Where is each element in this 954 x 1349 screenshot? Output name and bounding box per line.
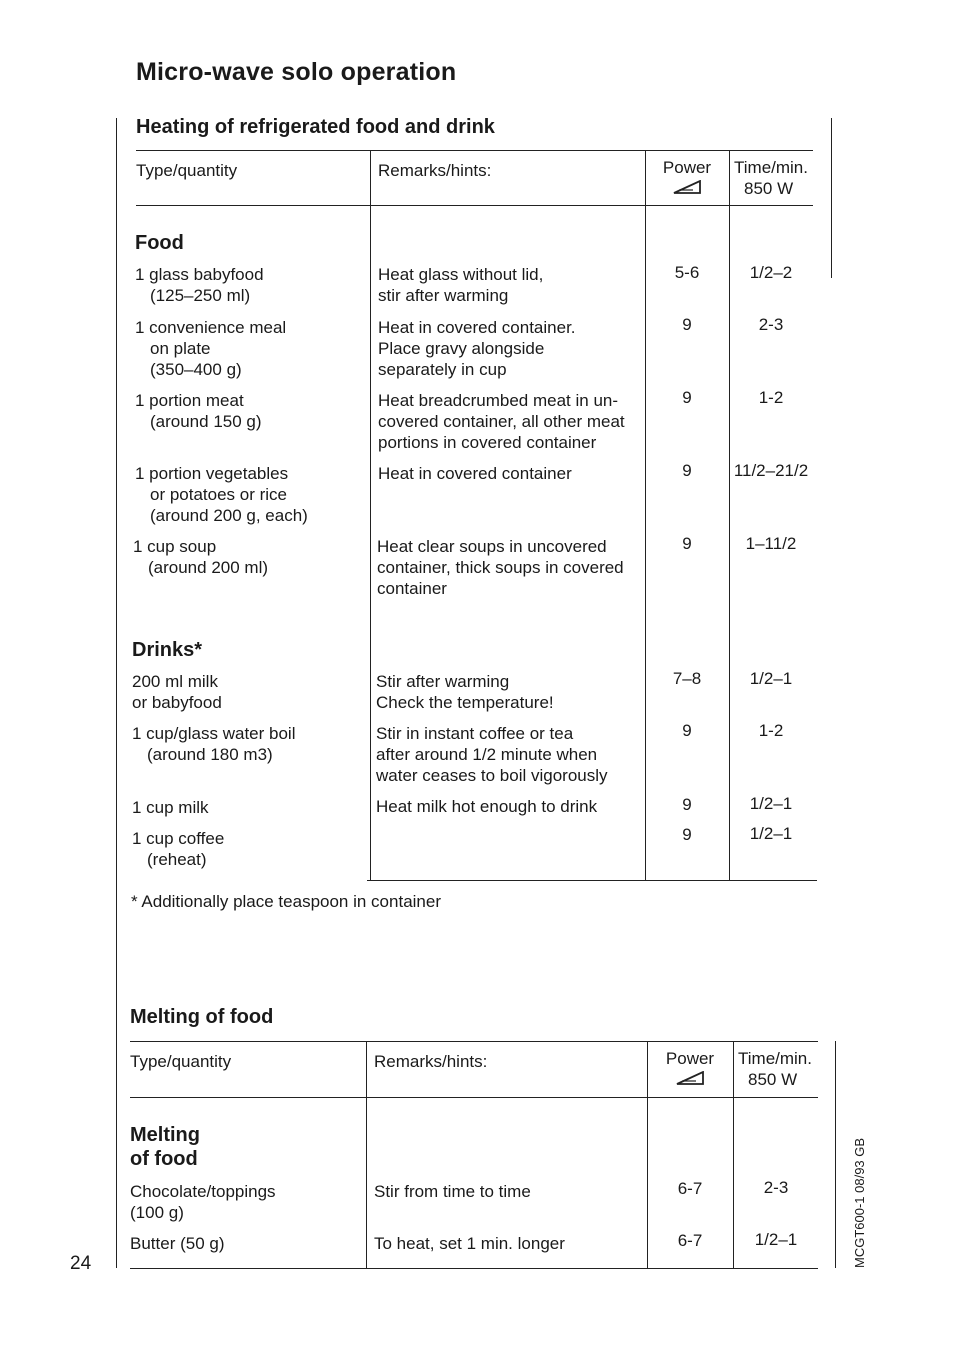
table-row-time: 1-2 — [758, 721, 784, 740]
type-line: (100 g) — [130, 1203, 184, 1222]
table-row-power: 7–8 — [672, 669, 702, 688]
table-row-power: 9 — [682, 721, 692, 740]
table-row-time: 1/2–1 — [749, 824, 793, 843]
table-row-type — [133, 536, 268, 578]
table1-header-remarks: Remarks/hints: — [378, 161, 492, 180]
table2-header-power — [648, 1048, 732, 1085]
type-line: (around 180 m3) — [147, 745, 273, 764]
remarks-line: Heat clear soups in uncovered — [377, 537, 607, 556]
table-row-power: 6-7 — [677, 1231, 703, 1250]
power-header-label: Power — [665, 1049, 715, 1068]
table1-col-divider-2 — [645, 150, 646, 880]
table-row-type — [132, 797, 209, 818]
table1-top-rule — [136, 150, 813, 151]
table-row-remarks — [377, 536, 624, 599]
table2-bottom-rule — [130, 1268, 818, 1269]
right-margin-rule-2 — [835, 1041, 836, 1268]
type-line: 1 glass babyfood — [135, 265, 264, 284]
type-line: (125–250 ml) — [150, 286, 251, 305]
remarks-line: To heat, set 1 min. longer — [374, 1234, 565, 1253]
remarks-line: separately in cup — [378, 360, 507, 379]
right-margin-rule — [831, 118, 832, 278]
remarks-line: Heat in covered container — [378, 464, 572, 483]
table-row-power: 9 — [682, 795, 692, 814]
group-label-melting — [130, 1123, 200, 1171]
type-line: 1 cup milk — [132, 798, 209, 817]
table-row-type — [135, 390, 262, 432]
power-level-icon — [676, 1071, 704, 1085]
table-row-type — [132, 671, 222, 713]
time-header-label: Time/min. — [738, 1049, 812, 1068]
table-row-remarks — [378, 390, 625, 453]
table-row-remarks — [376, 723, 608, 786]
remarks-line: Place gravy alongside — [378, 339, 545, 358]
type-line: (reheat) — [147, 850, 207, 869]
table-row-type — [135, 317, 286, 380]
table1-header-rule — [136, 205, 813, 206]
table2-header-type: Type/quantity — [130, 1052, 232, 1071]
remarks-line: water ceases to boil vigorously — [376, 766, 608, 785]
time-header-wattage: 850 W — [748, 1070, 798, 1089]
group-label-drinks: Drinks* — [132, 639, 203, 661]
table-row-remarks — [376, 796, 597, 817]
type-line: Chocolate/toppings — [130, 1182, 276, 1201]
table2-col-divider-1 — [366, 1041, 367, 1268]
type-line: or potatoes or rice — [150, 485, 288, 504]
type-line: or babyfood — [132, 693, 222, 712]
remarks-line: after around 1/2 minute when — [376, 745, 598, 764]
type-line: on plate — [150, 339, 211, 358]
type-line: 1 cup coffee — [132, 829, 225, 848]
table2-header-time — [738, 1048, 812, 1090]
remarks-line: Check the temperature! — [376, 693, 554, 712]
type-line: (around 150 g) — [150, 412, 262, 431]
remarks-line: covered container, all other meat — [378, 412, 625, 431]
table2-top-rule — [130, 1041, 818, 1042]
type-line: (around 200 g, each) — [150, 506, 308, 525]
remarks-line: Heat breadcrumbed meat in un- — [378, 391, 619, 410]
remarks-line: Stir from time to time — [374, 1182, 531, 1201]
table-row-type — [135, 463, 308, 526]
type-line: 1 convenience meal — [135, 318, 287, 337]
table-row-power: 9 — [682, 534, 692, 553]
remarks-line: Heat in covered container. — [378, 318, 576, 337]
time-header-label: Time/min. — [734, 158, 808, 177]
remarks-line: Stir in instant coffee or tea — [376, 724, 574, 743]
page-title: Micro-wave solo operation — [136, 58, 457, 86]
type-line: 200 ml milk — [132, 672, 218, 691]
remarks-line: container — [377, 579, 447, 598]
group-label-line: of food — [130, 1148, 198, 1170]
remarks-line: stir after warming — [378, 286, 509, 305]
table-row-time: 11/2–21/2 — [733, 461, 809, 480]
table1-col-divider-1 — [370, 150, 371, 880]
table-row-power: 9 — [682, 825, 692, 844]
remarks-line: container, thick soups in covered — [377, 558, 624, 577]
section-title-heating: Heating of refrigerated food and drink — [136, 116, 495, 138]
time-header-wattage: 850 W — [744, 179, 794, 198]
table1-col-divider-3 — [729, 150, 730, 880]
table-row-type — [130, 1233, 225, 1254]
type-line: (350–400 g) — [150, 360, 242, 379]
table-row-time: 1/2–1 — [749, 669, 793, 688]
table-row-time: 2-3 — [758, 315, 784, 334]
table-row-type — [135, 264, 264, 306]
table-row-remarks — [378, 317, 576, 380]
group-label-line: Melting — [130, 1124, 200, 1146]
page-number: 24 — [70, 1253, 92, 1274]
table-row-remarks — [374, 1181, 531, 1202]
footnote: * Additionally place teaspoon in container — [131, 892, 441, 911]
remarks-line: Heat glass without lid, — [378, 265, 544, 284]
table2-header-remarks: Remarks/hints: — [374, 1052, 488, 1071]
table-row-type — [132, 723, 295, 765]
table1-header-power — [646, 157, 728, 194]
table-row-power: 9 — [682, 461, 692, 480]
table-row-power: 9 — [682, 388, 692, 407]
type-line: 1 portion vegetables — [135, 464, 289, 483]
table-row-remarks — [374, 1233, 565, 1254]
type-line: Butter (50 g) — [130, 1234, 225, 1253]
table-row-time: 1/2–2 — [749, 263, 793, 282]
table-row-type — [130, 1181, 276, 1223]
table-row-power: 5-6 — [674, 263, 700, 282]
table-row-type — [132, 828, 224, 870]
table-row-time: 1–11/2 — [745, 534, 797, 553]
type-line: (around 200 ml) — [148, 558, 269, 577]
table-row-power: 9 — [682, 315, 692, 334]
table-row-time: 1-2 — [758, 388, 784, 407]
type-line: 1 portion meat — [135, 391, 244, 410]
table-row-remarks — [378, 264, 543, 306]
table2-header-rule — [130, 1097, 818, 1098]
table1-header-type: Type/quantity — [136, 161, 238, 180]
table-row-remarks — [376, 671, 554, 713]
table1-header-time — [734, 157, 808, 199]
power-level-icon — [673, 180, 701, 194]
section-title-melting: Melting of food — [130, 1006, 274, 1028]
left-margin-rule — [116, 118, 117, 1268]
table1-bottom-rule — [367, 880, 817, 881]
table-row-time: 1/2–1 — [749, 794, 793, 813]
type-line: 1 cup soup — [133, 537, 217, 556]
table-row-time: 1/2–1 — [754, 1230, 798, 1249]
type-line: 1 cup/glass water boil — [132, 724, 296, 743]
power-header-label: Power — [662, 158, 712, 177]
table-row-time: 2-3 — [763, 1178, 789, 1197]
remarks-line: portions in covered container — [378, 433, 597, 452]
group-label-food: Food — [135, 232, 184, 254]
remarks-line: Heat milk hot enough to drink — [376, 797, 598, 816]
table-row-power: 6-7 — [677, 1179, 703, 1198]
document-code: MCGT600-1 08/93 GB — [852, 1137, 867, 1268]
remarks-line: Stir after warming — [376, 672, 510, 691]
table-row-remarks — [378, 463, 572, 484]
